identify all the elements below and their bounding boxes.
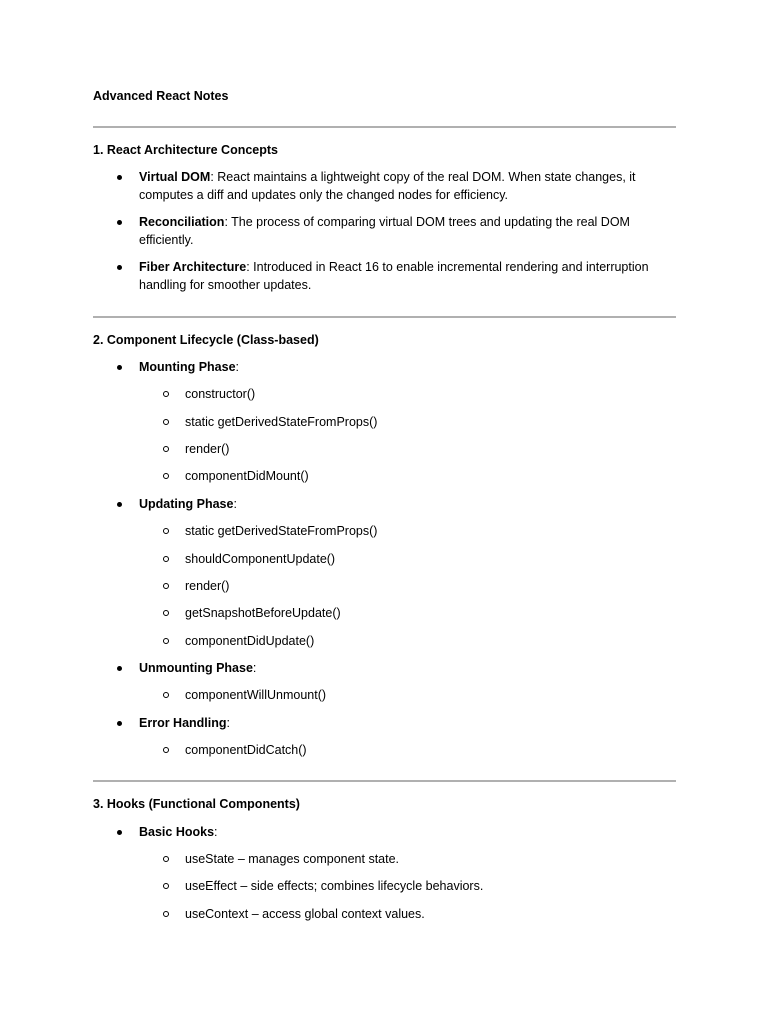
divider — [93, 316, 676, 318]
sub-item: componentDidUpdate() — [185, 634, 315, 648]
bullet-text: : React maintains a lightweight copy of the real DOM. When state changes, it computes a diff and updates only the changed nodes for efficiency. — [139, 170, 636, 202]
bullet-text: : — [214, 825, 218, 839]
sub-item: constructor() — [185, 387, 256, 401]
bullet-term: Reconciliation — [139, 215, 225, 229]
sub-item: componentDidCatch() — [185, 743, 307, 757]
sub-item: static getDerivedStateFromProps() — [185, 524, 378, 538]
bullet-item — [139, 659, 679, 677]
sub-item: shouldComponentUpdate() — [185, 552, 336, 566]
bullet-term: Mounting Phase — [139, 360, 236, 374]
bullet-term: Virtual DOM — [139, 170, 211, 184]
bullet-text: : The process of comparing virtual DOM trees and updating the real DOM efficiently. — [139, 215, 630, 247]
sub-item: componentWillUnmount() — [185, 688, 327, 702]
bullet-term: Updating Phase — [139, 497, 234, 511]
bullet-term: Basic Hooks — [139, 825, 215, 839]
sub-item: render() — [185, 442, 230, 456]
bullet-term: Error Handling — [139, 716, 227, 730]
sub-item: useState – manages component state. — [185, 852, 400, 866]
bullet-item — [139, 168, 679, 204]
bullet-text: : — [226, 716, 230, 730]
bullet-item — [139, 823, 679, 841]
section-title: 2. Component Lifecycle (Class-based) — [93, 333, 319, 347]
bullet-item — [139, 495, 679, 513]
document-title: Advanced React Notes — [93, 89, 229, 103]
bullet-item — [139, 258, 679, 294]
section-title: 1. React Architecture Concepts — [93, 143, 279, 157]
sub-item: render() — [185, 579, 230, 593]
bullet-text: : — [235, 360, 240, 374]
section-title: 3. Hooks (Functional Components) — [93, 797, 300, 811]
sub-item: useContext – access global context values. — [185, 907, 425, 921]
bullet-text: : Introduced in React 16 to enable incremental rendering and interruption handling for smoother updates. — [139, 260, 649, 292]
sub-item: useEffect – side effects; combines lifecycle behaviors. — [185, 879, 484, 893]
sub-item: getSnapshotBeforeUpdate() — [185, 606, 341, 620]
bullet-term: Unmounting Phase — [139, 661, 253, 675]
sub-item: componentDidMount() — [185, 469, 309, 483]
bullet-item — [139, 358, 679, 376]
bullet-text: : — [252, 661, 257, 675]
bullet-text: : — [233, 497, 237, 511]
divider — [93, 126, 676, 128]
bullet-item — [139, 213, 679, 249]
sub-item: static getDerivedStateFromProps() — [185, 415, 378, 429]
bullet-term: Fiber Architecture — [139, 260, 247, 274]
divider — [93, 780, 676, 782]
bullet-item — [139, 714, 679, 732]
